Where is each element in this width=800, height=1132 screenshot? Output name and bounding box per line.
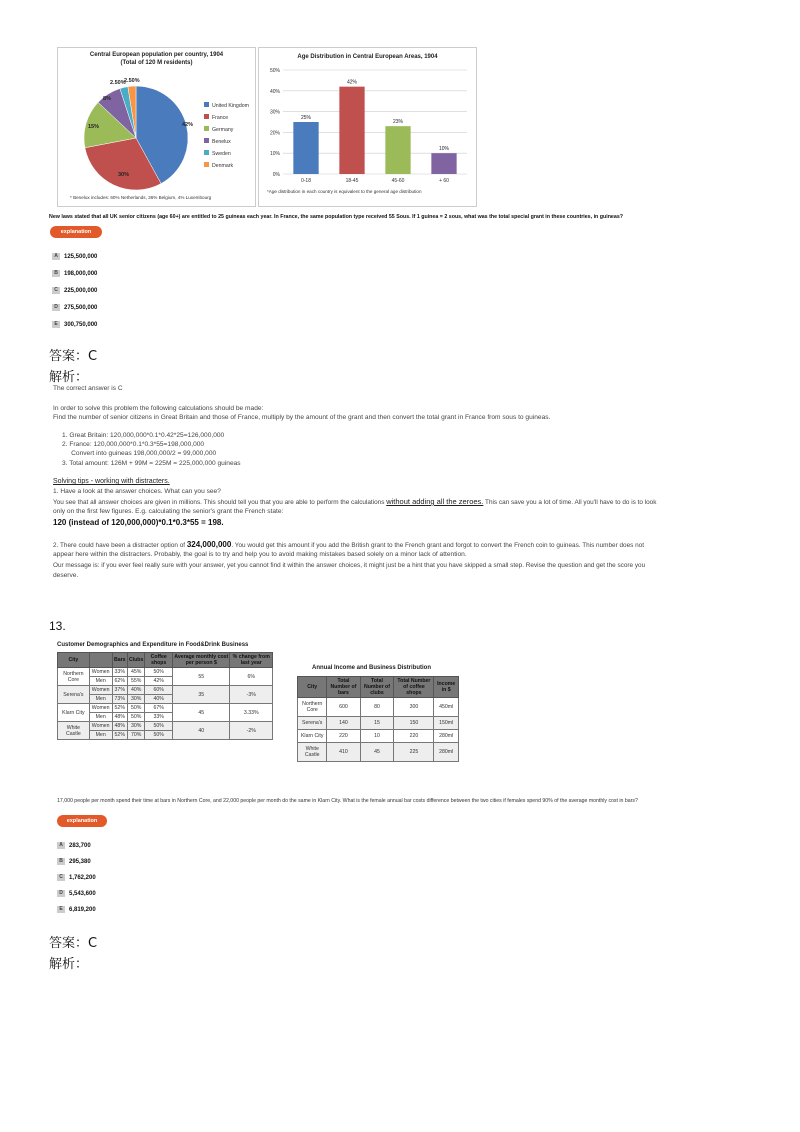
bar-value-label: 10% [438, 146, 450, 153]
table-cell: Klarn City [298, 730, 327, 743]
table2-header-row [298, 677, 459, 698]
table-cell: 30% [127, 722, 144, 731]
legend-label: Benelux [212, 139, 231, 145]
city-cell: White Castle [58, 722, 90, 740]
pie-chart-title: Central European population per country, 1904 [89, 52, 224, 58]
q12-step-1: 1. Great Britain: 120,000,000*0.1*0.42*25=126,000,000 [62, 432, 225, 439]
bar-chart-panel [258, 47, 477, 207]
q13-option-key: A [57, 842, 65, 849]
q12-analysis-label: 解析： [49, 370, 89, 385]
table-cell: 70% [127, 731, 144, 740]
table1-header-cell: City [58, 653, 90, 668]
tip1-link: without adding all the zeroes. [386, 497, 484, 506]
q12-option-b[interactable] [52, 270, 97, 277]
table-row [58, 668, 273, 677]
table-cell: Men [89, 731, 112, 740]
pie-slice-label: 2.50% [110, 80, 126, 86]
bar-chart [259, 48, 476, 206]
legend-label: United Kingdom [212, 103, 249, 109]
table-cell: Men [89, 695, 112, 704]
pie-chart [58, 48, 255, 206]
tips-title: Solving tips - working with distracters. [53, 478, 170, 485]
q13-option-key: D [57, 890, 65, 897]
table-cell: 73% [112, 695, 127, 704]
table2-header-cell: Total Number of bars [327, 677, 360, 698]
q12-step-2: 2. France: 120,000,000*0.1*0.3*55=198,000,000 [62, 441, 205, 448]
table-cell: 300 [394, 698, 434, 717]
table1-header-cell: Clubs [127, 653, 144, 668]
q12-option-text: 275,500,000 [64, 305, 98, 312]
q12-explanation-button[interactable]: explanation [50, 226, 102, 238]
q12-step-3: 3. Total amount: 126M + 99M = 225M = 225,000,000 guineas [62, 460, 241, 467]
pie-chart-panel [57, 47, 256, 207]
table-cell: 48% [112, 713, 127, 722]
pie-slice-label: 8% [103, 96, 111, 102]
q12-option-key: A [52, 253, 60, 260]
table-row [298, 698, 459, 717]
tip1-line-a [53, 497, 656, 507]
tip1-bold: 120 (instead of 120,000,000)*0.1*0.3*55 = 198. [53, 518, 224, 527]
table-cell: 50% [127, 713, 144, 722]
q13-option-text: 295,380 [69, 859, 91, 866]
y-tick-label: 20% [269, 130, 280, 137]
table1-header-cell: Average monthly cost per person $ [174, 654, 229, 666]
table-cell: 33% [112, 668, 127, 677]
table-cell: 60% [145, 686, 173, 695]
q13-option-key: E [57, 906, 65, 913]
q12-intro-2: Find the number of senior citizens in Great Britain and those of France, multiply by the amount of the grant and then convert the total grant in France from sous to guineas. [53, 414, 551, 421]
tip2-text-d: Our message is: if you ever feel really sure with your answer, yet you cannot find it within the answer choices, it might just be a hint that you have skipped a small step. Revise the question and get the score you [53, 562, 646, 569]
bar-chart-title: Age Distribution in Central European Areas, 1904 [297, 54, 438, 60]
city-cell: Serena's [58, 686, 90, 704]
legend-swatch [204, 138, 209, 143]
table-cell: 45 [360, 743, 394, 762]
q13-option-a[interactable] [57, 842, 91, 849]
table-cell: 30% [127, 695, 144, 704]
q13-option-b[interactable] [57, 858, 91, 865]
tip1-title: 1. Have a look at the answer choices. What can you see? [53, 488, 221, 495]
q12-answer: 答案：C [49, 349, 98, 364]
legend-swatch [204, 114, 209, 119]
table-cell: 15 [360, 717, 394, 730]
bar-0-18 [293, 122, 318, 174]
q13-option-text: 6,819,200 [69, 907, 96, 914]
table-cell: 45% [127, 668, 144, 677]
q13-option-key: B [57, 858, 65, 865]
pie-slice-label: 42% [182, 122, 194, 128]
change-cell: 6% [230, 668, 273, 686]
q13-option-text: 5,543,600 [69, 891, 96, 898]
bar-value-label: 23% [392, 119, 404, 126]
y-tick-label: 10% [269, 151, 280, 158]
table-cell: 50% [127, 704, 144, 713]
table-cell: Women [89, 722, 112, 731]
q13-analysis-label: 解析： [49, 957, 89, 972]
tip2-line-a [53, 540, 644, 550]
legend-swatch [204, 162, 209, 167]
table-cell: 50% [145, 668, 173, 677]
q12-option-text: 300,750,000 [64, 322, 98, 329]
x-tick-label: 0-18 [300, 178, 312, 184]
q13-number: 13. [49, 619, 66, 633]
table2-header-cell: City [298, 677, 327, 698]
table-cell: Women [89, 704, 112, 713]
table-cell: 225 [394, 743, 434, 762]
table1-header-cell: Coffee shops [145, 653, 173, 668]
pie-slice-label: 15% [88, 124, 100, 130]
legend-swatch [204, 150, 209, 155]
table-cell: 150 [394, 717, 434, 730]
q12-option-text: 225,000,000 [64, 288, 98, 295]
q13-option-key: C [57, 874, 65, 881]
table-cell: Men [89, 677, 112, 686]
q13-question: 17,000 people per month spend their time at bars in Northern Core, and 22,000 people per month do the same in Klarn City. What is the female annual bar costs difference between the two cities if females spend 90% of the average monthly cost in bars? [57, 798, 638, 804]
annual-income-table [297, 676, 459, 762]
pie-slice-label: 2.50% [124, 78, 140, 84]
table-cell: 62% [112, 677, 127, 686]
table-cell: 220 [394, 730, 434, 743]
table-cell: 48% [112, 722, 127, 731]
q12-option-a[interactable] [52, 253, 97, 260]
city-cell: Northern Core [58, 668, 90, 686]
table-cell: 55% [127, 677, 144, 686]
legend-label: France [212, 115, 229, 121]
avg-cost-cell: 40 [173, 722, 230, 740]
y-tick-label: 50% [269, 68, 280, 74]
q12-step-2b: Convert into guineas 198,000,000/2 = 99,000,000 [62, 450, 217, 457]
table-cell: 40% [145, 695, 173, 704]
tip1-text-a: You see that all answer choices are given in millions. This should tell you that you are able to perform the calculations [53, 499, 385, 506]
change-cell: 3.33% [230, 704, 273, 722]
q12-option-e[interactable] [52, 321, 97, 328]
table-cell: 280ml [434, 743, 459, 762]
q12-option-text: 198,000,000 [64, 271, 98, 278]
customer-demographics-table [57, 652, 273, 740]
table-cell: Women [89, 668, 112, 677]
q12-correct-line [53, 384, 123, 393]
q12-option-key: D [52, 304, 60, 311]
pie-slice-label: 30% [118, 172, 130, 178]
q13-option-e[interactable] [57, 906, 96, 913]
table-row [58, 686, 273, 695]
y-tick-label: 40% [269, 88, 280, 95]
table2-title: Annual Income and Business Distribution [312, 665, 432, 671]
x-tick-label: + 60 [439, 178, 449, 184]
table-cell: 410 [327, 743, 360, 762]
q13-option-c[interactable] [57, 874, 96, 881]
bar-value-label: 25% [300, 115, 312, 121]
table-cell: 40% [127, 686, 144, 695]
table-row [58, 704, 273, 713]
bar-value-label: 42% [346, 79, 358, 86]
table-row [298, 717, 459, 730]
table-cell: 280ml [434, 730, 459, 743]
table-cell: Men [89, 713, 112, 722]
tip1-text-c: only on the first few figures. E.g. calculating the senior's grant the French state: [53, 508, 284, 515]
table-row [298, 743, 459, 762]
y-tick-label: 30% [269, 109, 280, 116]
table2-header-cell: Total Number of coffee shops [394, 677, 434, 698]
q12-option-text: 125,500,000 [64, 254, 98, 261]
table-cell: White Castle [298, 743, 327, 762]
table-cell: 42% [145, 677, 173, 686]
table2-header-cell: Total Number of clubs [360, 677, 394, 698]
pie-chart-subtitle: (Total of 120 M residents) [120, 60, 193, 66]
table-cell: 80 [360, 698, 394, 717]
tip1-text-b: This can save you a lot of time. All you'll have to do is to look [485, 499, 657, 506]
table1-header-cell: % change from last year [230, 653, 273, 668]
tip2-bold: 324,000,000 [186, 540, 232, 549]
tip2-text-c: appear here within the distracters. Probably, the goal is to try and help you to avoid making mistakes based solely on a minor lack of attention. [53, 551, 467, 558]
table-cell: 600 [327, 698, 360, 717]
change-cell: -3% [230, 686, 273, 704]
table-cell: 50% [145, 722, 173, 731]
table-cell: 450ml [434, 698, 459, 717]
tip2-text-a: 2. There could have been a distracter option of [53, 542, 186, 549]
avg-cost-cell: 45 [173, 704, 230, 722]
legend-swatch [204, 102, 209, 107]
tip2-text-e: deserve. [53, 572, 79, 579]
legend-swatch [204, 126, 209, 131]
table-cell: 52% [112, 731, 127, 740]
table-cell: 140 [327, 717, 360, 730]
city-cell: Klarn City [58, 704, 90, 722]
q13-answer: 答案：C [49, 936, 98, 951]
table-cell: Women [89, 686, 112, 695]
bar--60 [431, 153, 456, 174]
table-row [298, 730, 459, 743]
table-row [58, 722, 273, 731]
tip2-text-b: . You would get this amount if you add the British grant to the French grant and forgot to convert the French coin to guineas. This number does not [231, 542, 645, 549]
table-cell: 220 [327, 730, 360, 743]
q13-option-text: 1,762,200 [69, 875, 96, 882]
x-tick-label: 18-45 [345, 178, 359, 184]
pie-chart-footnote: * Benelux includes: 60% Netherlands, 36% Belgium, 4% Luxembourg [70, 195, 212, 200]
avg-cost-cell: 55 [173, 668, 230, 686]
table-cell: Serena's [298, 717, 327, 730]
legend-label: Denmark [212, 163, 234, 169]
table-cell: 33% [145, 713, 173, 722]
table-cell: 52% [112, 704, 127, 713]
q13-explanation-button[interactable]: explanation [57, 815, 107, 827]
q12-question: New laws stated that all UK senior citizens (age 60+) are entitled to 25 guineas each year. In France, the same population type received 55 Sous. If 1 guinea = 2 sous, what was the total special grant in these countries, in guineas? [49, 214, 624, 220]
table1-header-row [58, 653, 273, 668]
avg-cost-cell: 35 [173, 686, 230, 704]
legend-label: Germany [212, 127, 234, 133]
table-cell: 10 [360, 730, 394, 743]
table-cell: 67% [145, 704, 173, 713]
bar-18-45 [339, 87, 364, 174]
q12-option-key: B [52, 270, 60, 277]
q12-option-key: E [52, 321, 60, 328]
q12-option-c[interactable] [52, 287, 97, 294]
table-cell: 50% [145, 731, 173, 740]
table2-header-cell: Income in $ [434, 677, 459, 698]
bar-chart-footnote: *Age distribution in each country is equivalent to the general age distribution [267, 189, 422, 194]
x-tick-label: 45-60 [391, 178, 405, 184]
table-cell: Northern Core [298, 698, 327, 717]
q12-correct-text: The correct answer is C [53, 385, 123, 392]
q12-option-d[interactable] [52, 304, 97, 311]
table-cell: 37% [112, 686, 127, 695]
change-cell: -2% [230, 722, 273, 740]
q12-intro-1: In order to solve this problem the following calculations should be made: [53, 405, 264, 412]
table-cell: 150ml [434, 717, 459, 730]
bar-45-60 [385, 126, 410, 174]
q13-option-text: 283,700 [69, 843, 91, 850]
table1-header-cell: Bars [112, 653, 127, 668]
y-tick-label: 0% [272, 172, 280, 178]
legend-label: Sweden [212, 151, 231, 157]
table1-title: Customer Demographics and Expenditure in Food&Drink Business [57, 642, 249, 648]
q12-option-key: C [52, 287, 60, 294]
table1-header-cell [89, 653, 112, 668]
q13-option-d[interactable] [57, 890, 96, 897]
